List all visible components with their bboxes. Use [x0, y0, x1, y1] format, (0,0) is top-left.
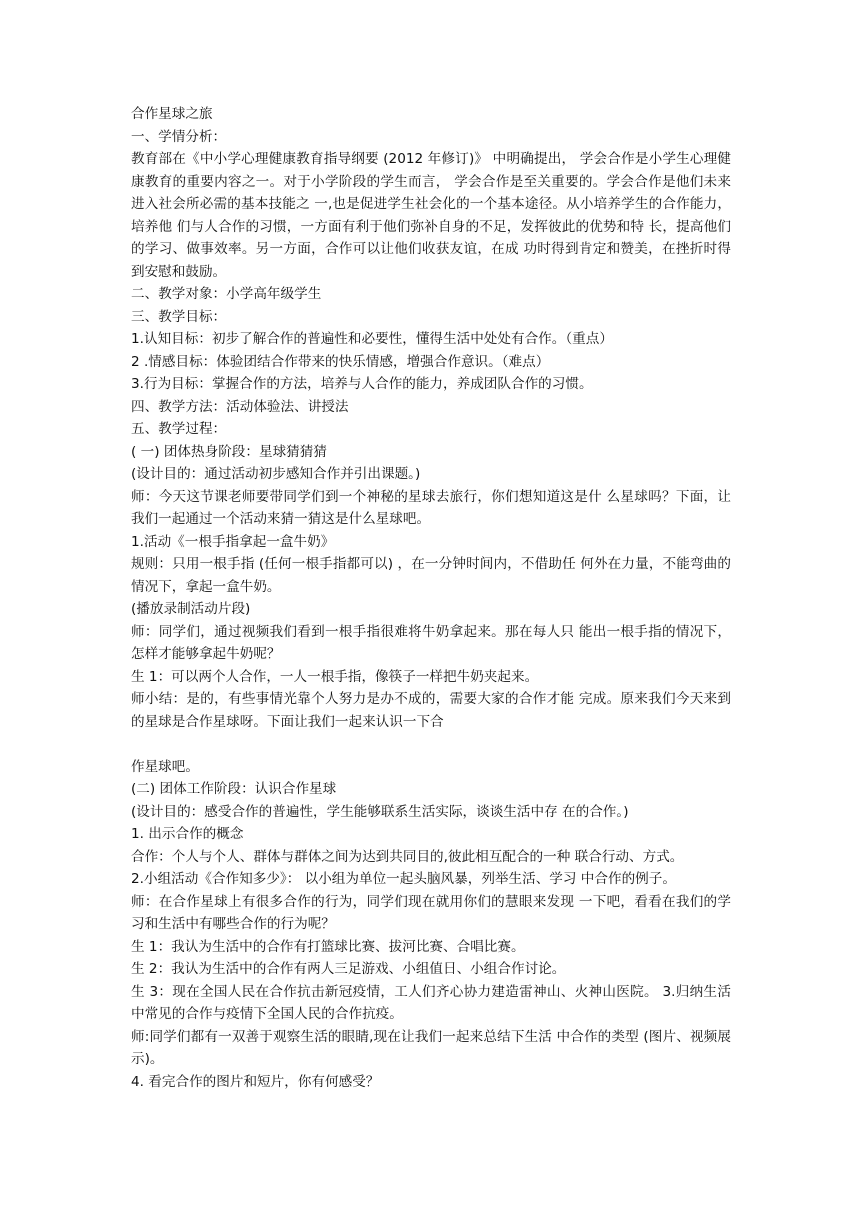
section-heading: 五、教学过程： — [131, 421, 227, 437]
list-item: 1.认知目标：初步了解合作的普遍性和必要性，懂得生活中处处有合作。（重点） — [131, 331, 613, 347]
section-heading: 二、教学对象：小学高年级学生 — [131, 286, 322, 302]
paragraph-continuation: 作星球吧。 — [131, 758, 199, 775]
paragraph: 师：今天这节课老师要带同学们到一个神秘的星球去旅行，你们想知道这是什 么星球吗？下面，让我们一起通过一个活动来猜一猜这是什么星球吧。 — [131, 488, 731, 527]
paragraph: 师：在合作星球上有很多合作的行为，同学们现在就用你们的慧眼来发现 一下吧，看看在我们的学习和生活中有哪些合作的行为呢？ — [131, 893, 731, 932]
activity-heading: 1.活动《一根手指拿起一盒牛奶》 — [131, 533, 335, 550]
paragraph: 师小结：是的，有些事情光靠个人努力是办不成的，需要大家的合作才能 完成。原来我们今天来到的星球是合作星球呀。下面让我们一起来认识一下合 — [131, 691, 731, 730]
student-answer: 生 1：我认为生活中的合作有打篮球比赛、拔河比赛、合唱比赛。 — [131, 938, 525, 955]
list-item: 4. 看完合作的图片和短片，你有何感受？ — [131, 1073, 380, 1090]
student-answer: 生 3：现在全国人民在合作抗击新冠疫情，工人们齐心协力建造雷神山、火神山医院。 3.归纳生活中常见的合作与疫情下全国人民的合作抗疫。 — [131, 983, 731, 1022]
list-item: 3.行为目标：掌握合作的方法，培养与人合作的能力，养成团队合作的习惯。 — [131, 376, 593, 392]
section-heading: 四、教学方法：活动体验法、讲授法 — [131, 398, 349, 415]
subsection-heading: ( 一) 团体热身阶段：星球猜猜猜 — [131, 443, 327, 460]
section-heading: 三、教学目标： — [131, 308, 227, 325]
subsection-heading: (二) 团体工作阶段：认识合作星球 — [131, 781, 337, 797]
design-note: (设计目的：通过活动初步感知合作并引出课题。) — [131, 466, 421, 482]
paragraph: 教育部在《中小学心理健康教育指导纲要 (2012 年修订)》 中明确提出， 学会合作是小学生心理健康教育的重要内容之一。对于小学阶段的学生而言， 学会合作是至关重要的。学会合作是他们未来进入社会所必需的基本技能之 一,也是促进学生社会化的一个基本途径。从小培养学生的合作能力，培养他 们与人合作的习惯，一方面有利于他们弥补自身的不足，发挥彼此的优势和特 长，提高他们的学习、做事效率。另一方面，合作可以让他们收获友谊，在成 功时得到肯定和赞美，在挫折时得到安慰和鼓励。 — [131, 151, 731, 280]
document-page — [131, 103, 731, 1093]
paragraph: 规则：只用一根手指 (任何一根手指都可以) ，在一分钟时间内，不借助任 何外在力量，不能弯曲的情况下，拿起一盒牛奶。 — [131, 556, 731, 595]
list-item: 1. 出示合作的概念 — [131, 826, 244, 842]
paragraph: 师:同学们都有一双善于观察生活的眼睛,现在让我们一起来总结下生活 中合作的类型 (图片、视频展示)。 — [131, 1028, 731, 1067]
stage-note: (播放录制活动片段) — [131, 601, 251, 617]
paragraph: 合作：个人与个人、群体与群体之间为达到共同目的,彼此相互配合的一种 联合行动、方式。 — [131, 848, 684, 865]
document-title: 合作星球之旅 — [131, 106, 213, 122]
list-item: 2 .情感目标：体验团结合作带来的快乐情感，增强合作意识。（难点） — [131, 353, 550, 370]
blank-line — [131, 733, 731, 756]
paragraph: 师：同学们，通过视频我们看到一根手指很难将牛奶拿起来。那在每人只 能出一根手指的情况下，怎样才能够拿起牛奶呢？ — [131, 623, 731, 662]
student-answer: 生 1：可以两个人合作，一人一根手指，像筷子一样把牛奶夹起来。 — [131, 668, 539, 685]
section-heading: 一、学情分析： — [131, 128, 227, 145]
student-answer: 生 2：我认为生活中的合作有两人三足游戏、小组值日、小组合作讨论。 — [131, 961, 566, 977]
design-note: (设计目的：感受合作的普遍性，学生能够联系生活实际，谈谈生活中存 在的合作。) — [131, 803, 629, 820]
paragraph: 2.小组活动《合作知多少》： 以小组为单位一起头脑风暴，列举生活、学习 中合作的例子。 — [131, 871, 676, 887]
